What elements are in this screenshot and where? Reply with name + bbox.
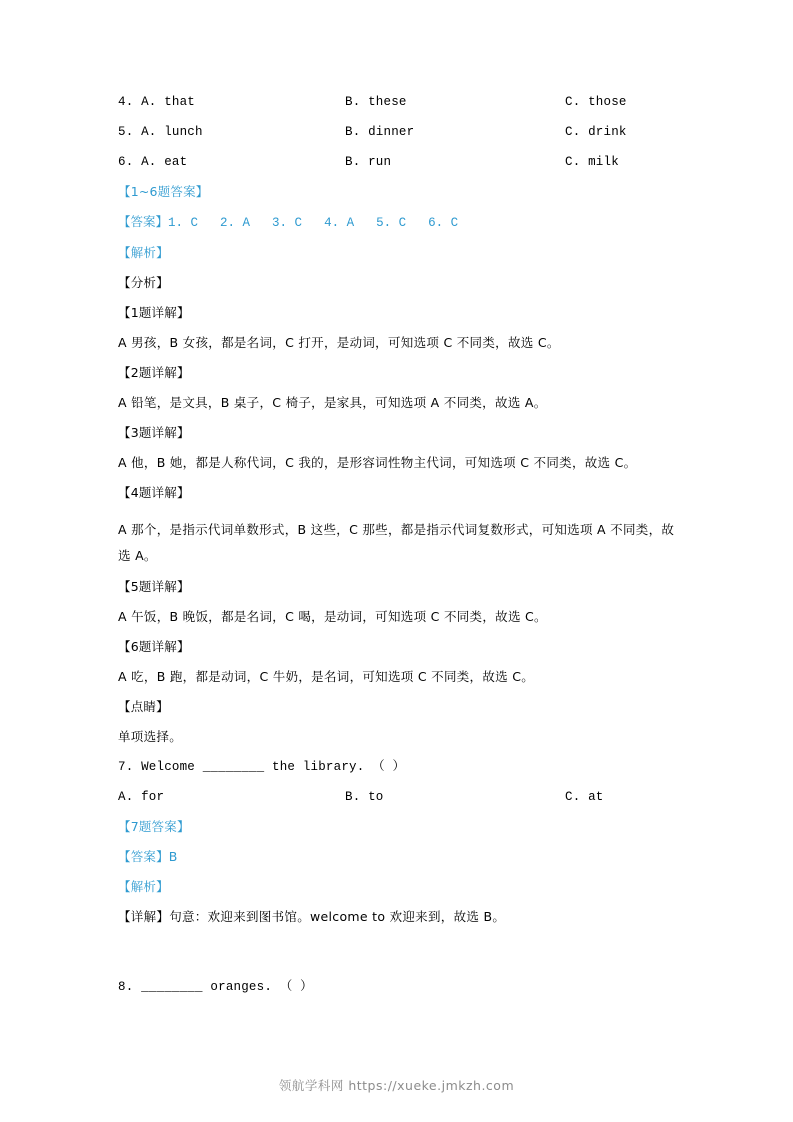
answer-item: 5. C [376,216,407,230]
detail-text: A 吃，B 跑，都是动词，C 牛奶，是名词，可知选项 C 不同类，故选 C。 [118,669,535,684]
question-7-stem: 7. Welcome ________ the library. （ ） [118,760,406,774]
question-8-stem: 8. ________ oranges. （ ） [118,980,313,994]
detail-text: A 男孩，B 女孩，都是名词，C 打开，是动词，可知选项 C 不同类，故选 C。 [118,335,560,350]
question-7-answer-header: 【7题答案】 [118,819,190,834]
question-7-analysis-label: 【解析】 [118,879,169,894]
choice-option-b: B. to [345,790,384,804]
detail-text: A 午饭，B 晚饭，都是名词，C 喝，是动词，可知选项 C 不同类，故选 C。 [118,609,547,624]
choice-option-b: B. run [345,155,392,169]
question-7-answer: 【答案】B [118,849,178,864]
dianjing-label: 【点睛】 [118,699,169,714]
choice-row [118,126,675,139]
detail-title: 【4题详解】 [118,485,190,500]
answer-item: 4. A [324,216,355,230]
footer-watermark: 领航学科网 https://xueke.jmkzh.com [278,1078,515,1093]
answer-item: 1. C [168,216,199,230]
choice-option-c: C. at [565,790,604,804]
choice-option-a: 6. A. eat [118,155,188,169]
choice-option-a: 4. A. that [118,95,196,109]
choice-option-c: C. those [565,95,627,109]
detail-title: 【6题详解】 [118,639,190,654]
answer-item: 6. C [428,216,459,230]
answer-label: 【答案】 [118,214,169,229]
question-7-detail: 【详解】句意：欢迎来到图书馆。welcome to 欢迎来到，故选 B。 [118,909,506,924]
detail-text: A 他，B 她，都是人称代词，C 我的，是形容词性物主代词，可知选项 C 不同类，故选 C。 [118,455,637,470]
choice-option-b: B. dinner [345,125,415,139]
dianjing-text: 单项选择。 [118,729,183,744]
analysis-label: 【解析】 [118,245,169,260]
detail-text: A 那个，是指示代词单数形式，B 这些，C 那些，都是指示代词复数形式，可知选项 A 不同类，故选 A。 [118,522,675,563]
choice-row [118,96,675,109]
choice-option-c: C. drink [565,125,627,139]
detail-title: 【3题详解】 [118,425,190,440]
choice-row [118,156,675,169]
choice-option-b: B. these [345,95,407,109]
detail-text: A 铅笔，是文具，B 桌子，C 椅子，是家具，可知选项 A 不同类，故选 A。 [118,395,547,410]
choice-option-a: A. for [118,790,165,804]
question-7-options [118,791,675,804]
choice-option-a: 5. A. lunch [118,125,203,139]
section-gap [118,941,675,963]
answers-line [118,216,675,230]
fenxi-label: 【分析】 [118,275,169,290]
detail-title: 【2题详解】 [118,365,190,380]
answer-item: 3. C [272,216,303,230]
detail-title: 【1题详解】 [118,305,190,320]
detail-title: 【5题详解】 [118,579,190,594]
answer-item: 2. A [220,216,251,230]
answer-section-header: 【1~6题答案】 [118,184,209,199]
choice-option-c: C. milk [565,155,619,169]
